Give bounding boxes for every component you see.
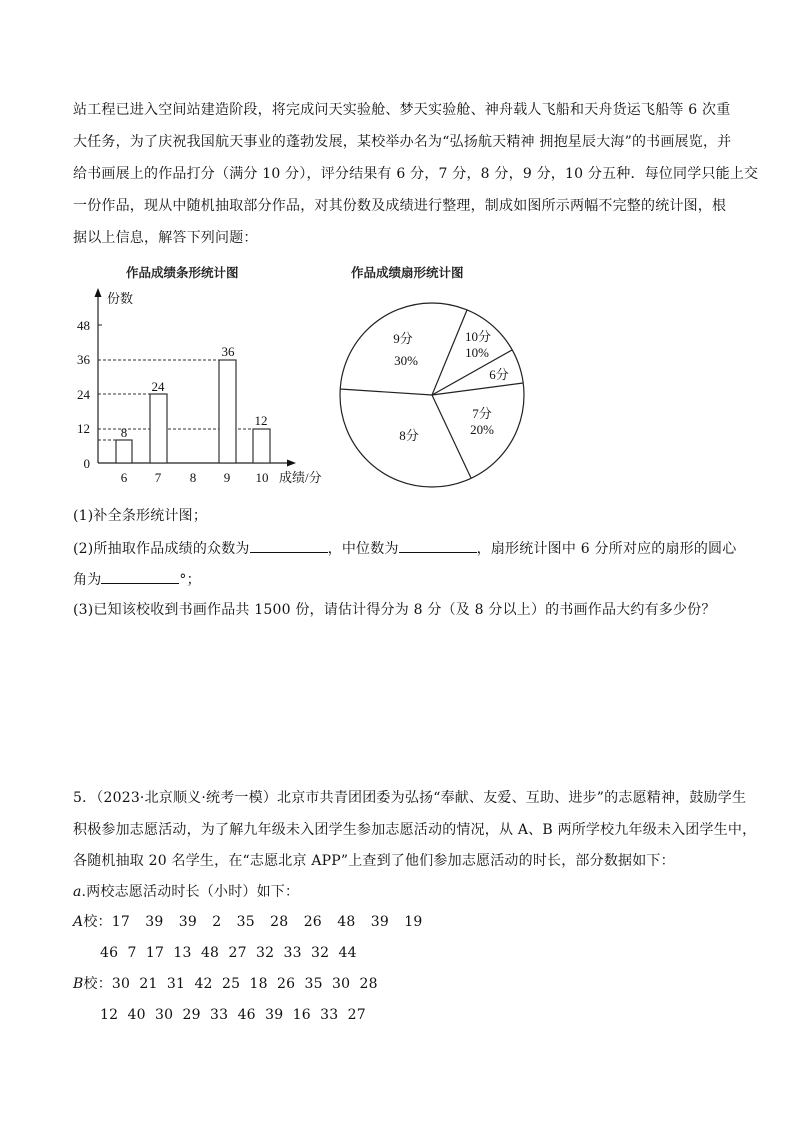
school-suffix: 校： <box>83 976 112 992</box>
pie-label-7: 7分 <box>472 406 492 421</box>
school-b-label: B <box>73 976 84 992</box>
school-suffix: 校： <box>83 914 112 930</box>
ytick-48: 48 <box>77 318 90 333</box>
pie-label-10: 10分 <box>464 329 492 344</box>
sub-a-text: .两校志愿活动时长（小时）如下： <box>81 884 300 900</box>
ytick-24: 24 <box>77 387 90 402</box>
bar-6 <box>116 440 132 463</box>
data-label-6: 8 <box>120 425 128 440</box>
school-a-data-2: 46 7 17 13 48 27 32 33 32 44 <box>100 945 357 961</box>
bar-chart <box>60 280 340 490</box>
intro-line-4: 一份作品，现从中随机抽取部分作品，对其份数及成绩进行整理，制成如图所示两幅不完整的统计图，根 <box>73 198 727 214</box>
ytick-12: 12 <box>77 421 90 436</box>
school-b-row-1 <box>73 976 378 992</box>
q2-text-2: ，中位数为 <box>327 541 399 557</box>
xtick-7: 7 <box>154 470 162 485</box>
pie-chart <box>330 290 540 490</box>
y-axis-label: 份数 <box>107 291 134 306</box>
pie-pct-10: 10% <box>465 345 489 360</box>
q2-text-5: °； <box>179 572 201 588</box>
q2-text-3: ，扇形统计图中 6 分所对应的扇形的圆心 <box>476 541 737 557</box>
answer-blank-angle[interactable] <box>101 571 179 584</box>
answer-blank-mode[interactable] <box>250 540 328 553</box>
y-axis-arrow-icon <box>95 288 102 297</box>
pie-pct-9: 30% <box>394 353 418 368</box>
question-3: (3)已知该校收到书画作品共 1500 份，请估计得分为 8 分（及 8 分以上）的书画作品大约有多少份？ <box>73 602 716 618</box>
intro-line-5: 据以上信息，解答下列问题： <box>73 230 258 246</box>
question-2-line-2 <box>73 571 201 588</box>
q2-text-4: 角为 <box>73 572 102 588</box>
intro-line-3: 给书画展上的作品打分（满分 10 分），评分结果有 6 分，7 分，8 分，9 分，10 分五种．每位同学只能上交 <box>73 166 759 182</box>
problem5-sub-a <box>73 884 299 900</box>
bar-chart-title: 作品成绩条形统计图 <box>126 265 239 280</box>
question-1: (1)补全条形统计图； <box>73 508 208 524</box>
q2-text-1: (2)所抽取作品成绩的众数为 <box>73 541 250 557</box>
pie-label-6: 6分 <box>489 367 509 382</box>
xtick-10: 10 <box>255 470 269 485</box>
xtick-8: 8 <box>189 470 197 485</box>
x-axis-label: 成绩/分 <box>279 470 322 485</box>
school-a-data-1: 17 39 39 2 35 28 26 48 39 19 <box>111 914 423 930</box>
school-a-row-2 <box>100 945 357 961</box>
school-b-data-2: 12 40 30 29 33 46 39 16 33 27 <box>100 1007 366 1023</box>
bar-9 <box>219 360 236 463</box>
school-b-row-2 <box>100 1007 366 1023</box>
bars <box>116 360 270 463</box>
xtick-6: 6 <box>120 470 128 485</box>
data-label-7: 24 <box>151 379 165 394</box>
pie-pct-7: 20% <box>470 422 494 437</box>
problem5-line-1: 5．（2023·北京顺义·统考一模）北京市共青团团委为弘扬“奉献、友爱、互助、进步”的志愿精神，鼓励学生 <box>73 790 747 806</box>
pie-label-8: 8分 <box>399 428 419 443</box>
intro-line-2: 大任务，为了庆祝我国航天事业的蓬勃发展，某校举办名为“弘扬航天精神 拥抱星辰大海”的书画展览，并 <box>73 134 732 150</box>
ytick-36: 36 <box>77 352 90 367</box>
bar-7 <box>150 394 167 463</box>
intro-line-1: 站工程已进入空间站建造阶段，将完成问天实验舱、梦天实验舱、神舟载人飞船和天舟货运飞船等 6 次重 <box>73 102 731 118</box>
data-label-10: 12 <box>254 413 268 428</box>
ytick-0: 0 <box>83 456 90 471</box>
question-2-line-1 <box>73 540 736 557</box>
x-axis-arrow-icon <box>287 460 296 467</box>
problem5-line-3: 各随机抽取 20 名学生，在“志愿北京 APP”上查到了他们参加志愿活动的时长，部分数据如下： <box>73 853 675 869</box>
problem5-line-2: 积极参加志愿活动，为了解九年级未入团学生参加志愿活动的情况，从 A、B 两所学校九年级未入团学生中， <box>73 822 757 838</box>
school-b-data-1: 30 21 31 42 25 18 26 35 30 28 <box>111 976 378 992</box>
answer-blank-median[interactable] <box>399 540 477 553</box>
bar-10 <box>253 429 270 463</box>
data-label-9: 36 <box>221 344 235 359</box>
school-a-row-1 <box>73 914 422 930</box>
sub-a-label: a <box>73 884 82 900</box>
school-a-label: A <box>73 914 84 930</box>
pie-chart-title: 作品成绩扇形统计图 <box>351 265 464 280</box>
xtick-9: 9 <box>223 470 231 485</box>
pie-label-9: 9分 <box>393 331 413 346</box>
